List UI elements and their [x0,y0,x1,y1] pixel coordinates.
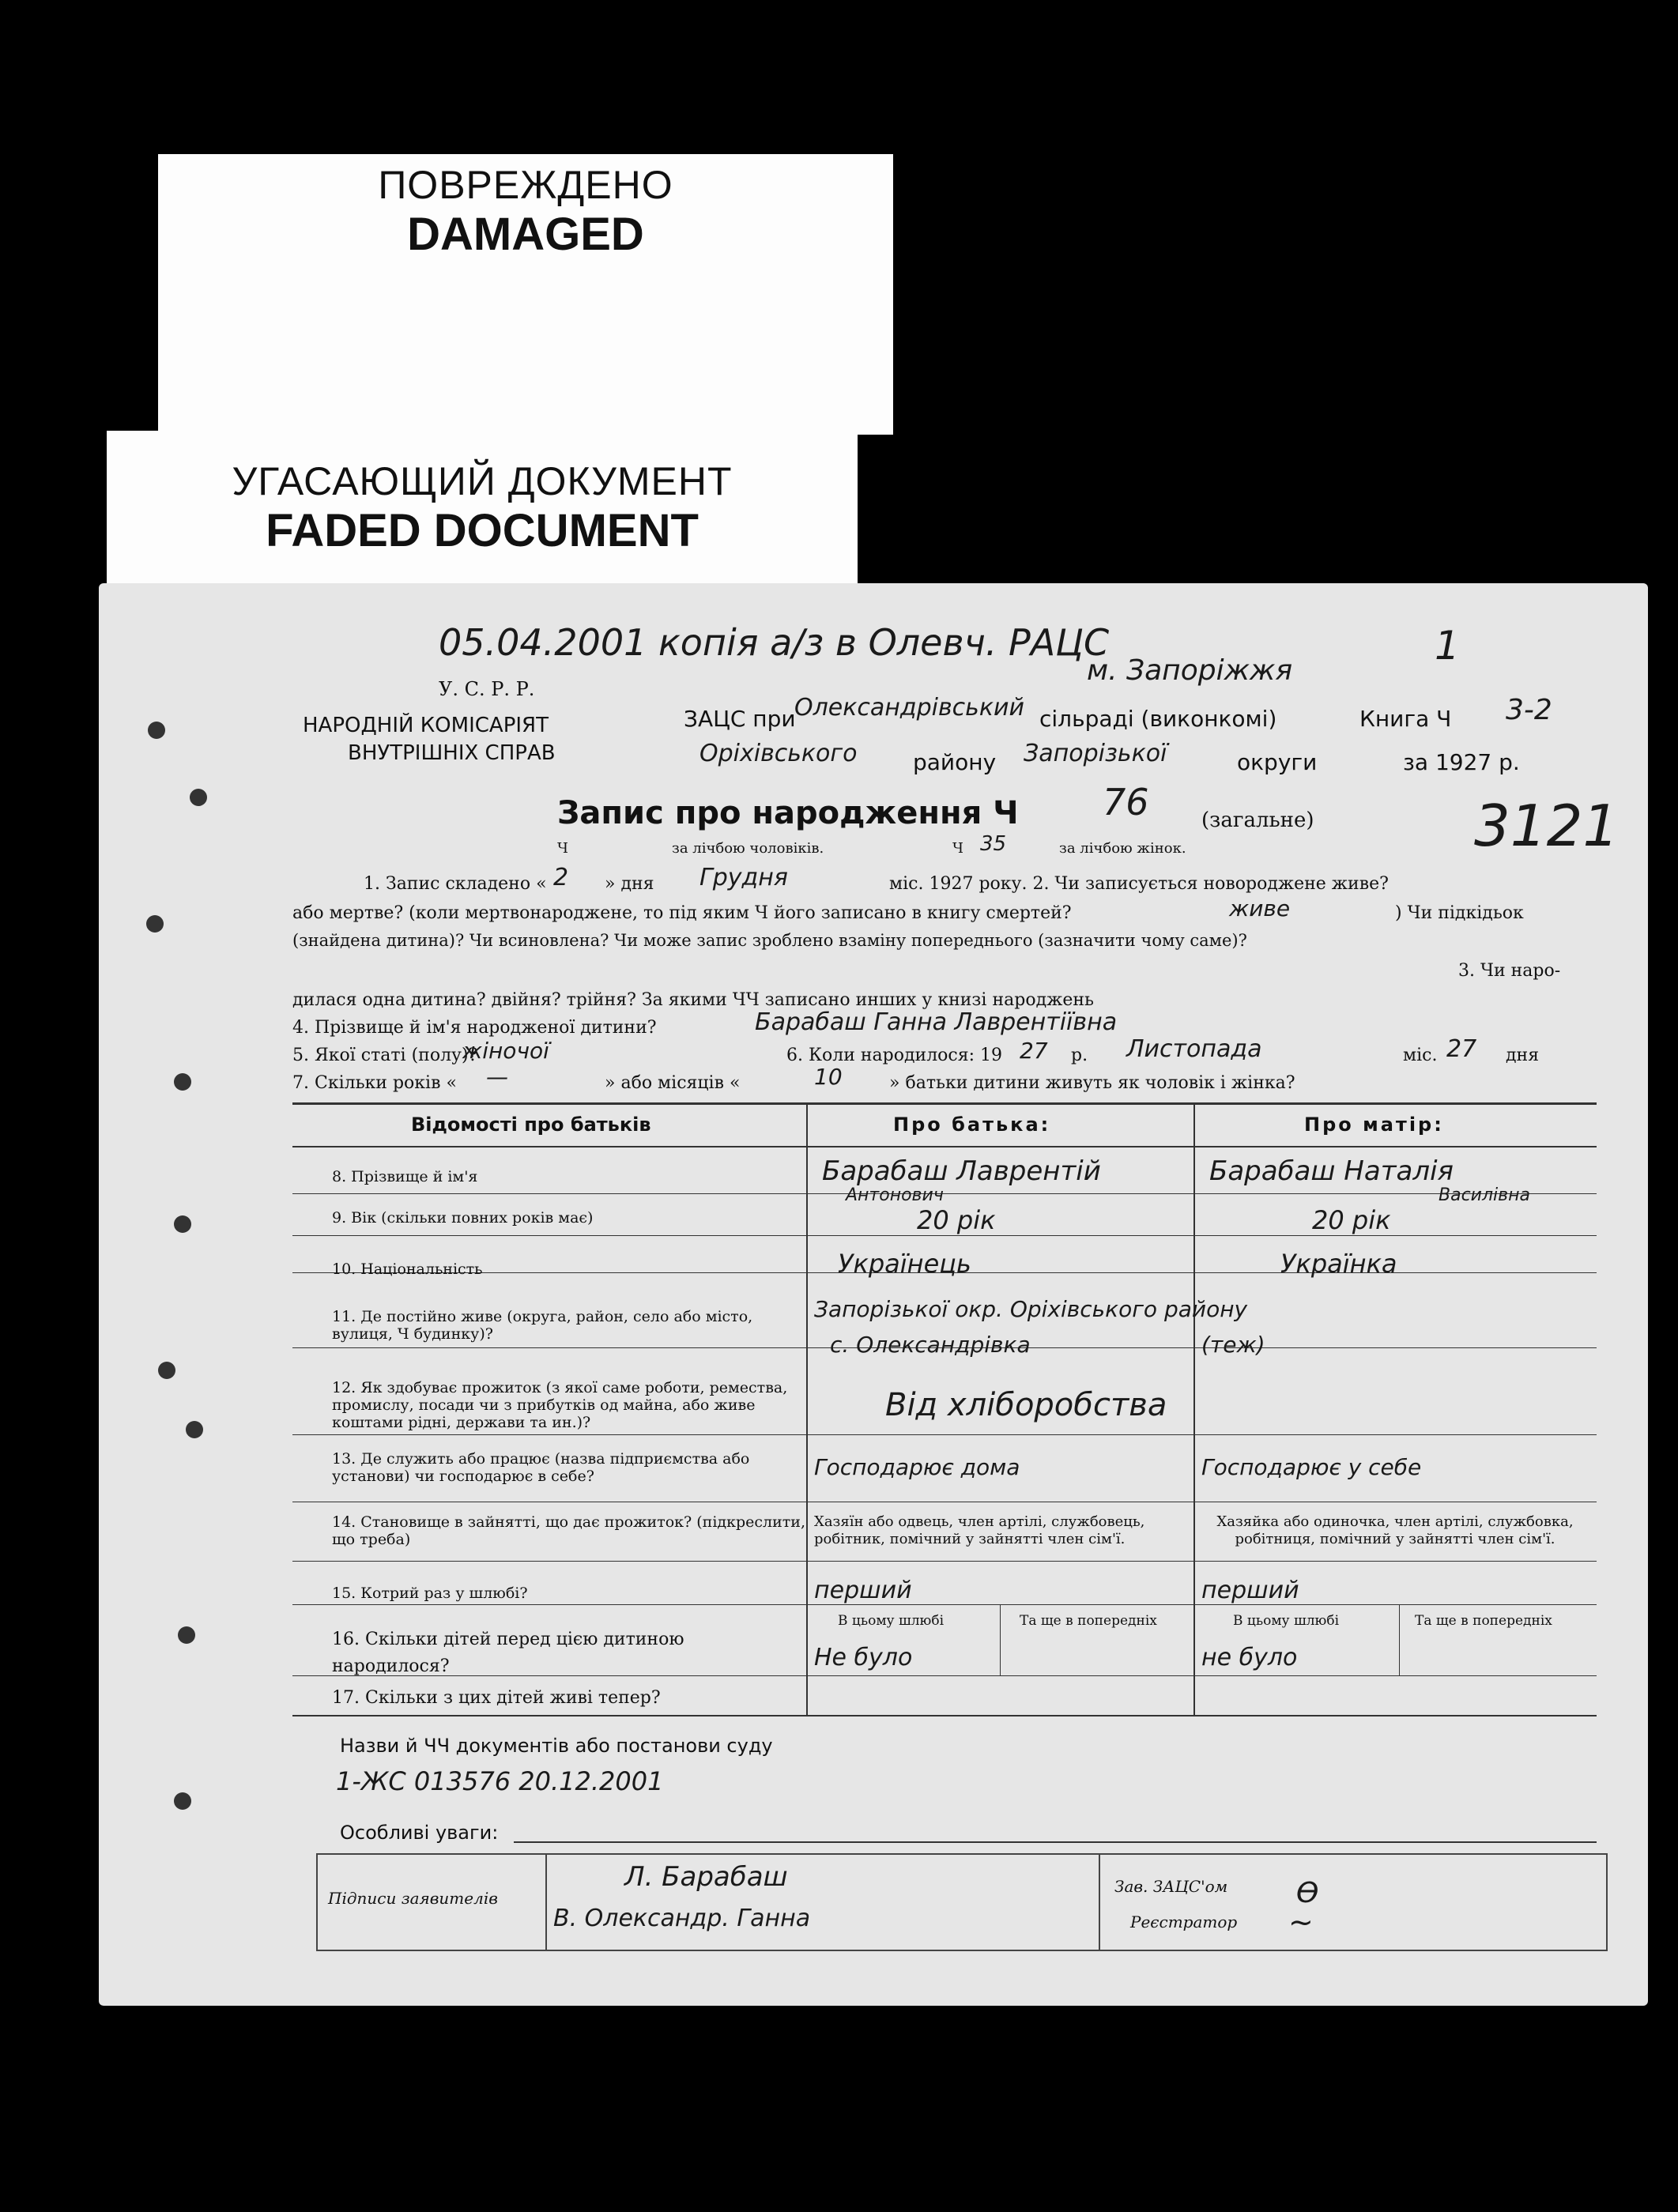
row-16-mother: не було [1201,1644,1298,1671]
row-17-question: 17. Скільки з цих дітей живі тепер? [332,1688,661,1708]
child-name: Барабаш Ганна Лаврентіївна [755,1008,1118,1036]
punch-hole [146,915,164,933]
line-1-day: 2 [553,864,569,891]
punch-hole [186,1421,203,1438]
birth-year: 27 [1020,1038,1048,1064]
female-label: за лічбою жінок. [1059,840,1186,857]
male-prefix: Ч [557,840,568,857]
row-10-question: 10. Національність [332,1261,483,1278]
row-11-father-2: с. Олександрівка [830,1332,1031,1358]
line-2a: або мертве? (коли мертвонароджене, то під яким Ч його записано в книгу смертей? [292,903,1072,923]
line-8a: 7. Скільки років « [292,1073,457,1093]
header-ussr: У. С. Р. Р. [439,678,535,700]
row-16-father-sub2: Та ще в попередніх [1020,1613,1157,1629]
punch-hole [190,789,207,806]
line-1a: 1. Запис складено « [364,874,547,894]
zags-label: ЗАЦС при [684,706,796,732]
line-4: 3. Чи наро- [1458,961,1561,981]
line-1c: міс. 1927 року. 2. Чи записується новороджене живе? [889,874,1389,894]
row-15-question: 15. Котрий раз у шлюбі? [332,1585,528,1602]
zags-value: Олександрівський [794,694,1024,722]
row-15-mother: перший [1201,1577,1299,1604]
signatures-box [316,1853,1608,1951]
special-label: Особливі уваги: [340,1822,499,1844]
book-value: 3-2 [1506,694,1552,726]
row-10-father: Українець [838,1249,971,1279]
months-together: 10 [814,1064,843,1090]
row-15-father: перший [814,1577,912,1604]
line-8c: » батьки дитини живуть як чоловік і жінка? [889,1073,1295,1093]
registrar-label: Реєстратор [1130,1912,1238,1931]
docs-value: 1-ЖС 013576 20.12.2001 [336,1766,664,1796]
line-7d: міс. [1403,1046,1438,1065]
damaged-label-en: DAMAGED [407,209,644,260]
signature-1: Л. Барабаш [624,1861,788,1893]
row-12-father: Від хліборобства [885,1387,1167,1423]
sign-label: Підписи заявителів [328,1889,498,1908]
row-14-father: Хазяїн або одвець, член артілі, службовець, робітник, помічний у зайнятті член сім'ї. [814,1513,1145,1547]
line-7b: 6. Коли народилося: 19 [786,1046,1003,1065]
damaged-label [158,154,893,435]
row-11-question: 11. Де постійно живе (округа, район, село або місто, вулиця, Ч будинку)? [332,1308,753,1343]
punch-hole [178,1626,195,1644]
table-header-mother: Про матір: [1304,1114,1444,1136]
stamp-number: 3121 [1474,793,1620,859]
table-header-info: Відомості про батьків [411,1114,651,1136]
zags-head-label: Зав. ЗАЦС'ом [1114,1877,1228,1896]
line-7a: 5. Якої статі (полу)? [292,1046,478,1065]
row-11-father: Запорізької окр. Оріхівського району [814,1296,1248,1322]
header-commissariat: НАРОДНІЙ КОМІСАРІЯТ [303,714,549,737]
birth-month: Листопада [1126,1035,1262,1063]
male-label: за лічбою чоловіків. [672,840,824,857]
row-11-mother: (теж) [1201,1332,1265,1358]
archive-note: 05.04.2001 копія а/з в Олевч. РАЦС [439,621,1110,664]
district-label: району [913,749,997,775]
head-signature: Ѳ [1296,1877,1319,1909]
row-8-father-2: Антонович [846,1185,944,1205]
district-value: Оріхівського [699,740,858,767]
okrug-value: Запорізької [1024,740,1167,767]
female-number: 35 [980,832,1007,856]
row-14-question: 14. Становище в зайнятті, що дає прожиток? (підкреслити, що треба) [332,1513,805,1548]
line-8b: » або місяців « [605,1073,741,1093]
row-13-question: 13. Де служить або працює (назва підприємства або установи) чи господарює в себе? [332,1450,750,1485]
row-16-father-sub1: В цьому шлюбі [838,1613,945,1629]
row-9-question: 9. Вік (скільки повних років має) [332,1209,594,1227]
line-5: дилася одна дитина? двійня? трійня? За якими ЧЧ записано инших у книзі народжень [292,990,1095,1010]
row-8-mother: Барабаш Наталія [1209,1155,1454,1187]
rada-label: сільраді (виконкомі) [1039,706,1277,732]
signature-2: В. Олександр. Ганна [553,1905,811,1932]
archive-note-city: м. Запоріжжя [1087,654,1293,687]
row-12-question: 12. Як здобуває прожиток (з якої саме роботи, ремества, промислу, посади чи з прибутків од майна, або живе коштами рідні, держави та ин.)? [332,1379,788,1431]
table-header-father: Про батька: [893,1114,1051,1136]
faded-label-ru: УГАСАЮЩИЙ ДОКУМЕНТ [232,459,733,503]
line-3: (знайдена дитина)? Чи всиновлена? Чи може запис зроблено взаміну попереднього (зазначити чому саме)? [292,931,1247,950]
okrug-label: округи [1237,749,1318,775]
record-number: 76 [1103,781,1149,823]
docs-label: Назви й ЧЧ документів або постанови суду [340,1735,773,1757]
years-together: — [486,1064,508,1090]
record-title: Запис про народження Ч [557,795,1019,831]
row-14-mother: Хазяйка або одиночка, член артілі, службовка, робітниця, помічний у зайнятті член сім'ї. [1216,1513,1574,1547]
faded-label-en: FADED DOCUMENT [266,505,699,556]
line-1-month: Грудня [699,864,788,891]
registrar-signature: ~ [1288,1905,1314,1939]
row-16-mother-sub2: Та ще в попередніх [1415,1613,1552,1629]
year-label: за 1927 р. [1403,749,1520,775]
row-13-mother: Господарює у себе [1201,1454,1422,1480]
record-general: (загальне) [1201,808,1314,832]
line-7c: р. [1071,1046,1088,1065]
line-2b: ) Чи підкідьок [1395,903,1524,923]
row-16-question: 16. Скільки дітей перед цією дитиною народилося? [332,1630,684,1676]
punch-hole [174,1792,191,1810]
line-7e: дня [1506,1046,1540,1065]
corner-mark: 1 [1435,623,1460,669]
line-2-value: живе [1229,895,1291,921]
row-13-father: Господарює дома [814,1454,1020,1480]
child-sex: жіночої [462,1038,549,1064]
punch-hole [148,722,165,739]
punch-hole [174,1215,191,1233]
row-10-mother: Українка [1280,1249,1397,1279]
row-16-father: Не було [814,1644,913,1671]
row-8-mother-2: Василівна [1439,1185,1530,1205]
punch-hole [158,1362,175,1379]
damaged-label-ru: ПОВРЕЖДЕНО [378,163,673,207]
row-8-father: Барабаш Лаврентій [822,1155,1101,1187]
row-9-mother: 20 рік [1312,1205,1391,1235]
birth-day: 27 [1446,1035,1477,1063]
row-8-question: 8. Прізвище й ім'я [332,1168,478,1185]
header-internal: ВНУТРІШНІХ СПРАВ [348,741,556,765]
row-9-father: 20 рік [917,1205,996,1235]
row-16-mother-sub1: В цьому шлюбі [1233,1613,1340,1629]
line-1b: » дня [605,874,654,894]
book-label: Книга Ч [1359,706,1452,732]
line-6a: 4. Прізвище й ім'я народженої дитини? [292,1018,657,1038]
faded-label [107,431,858,593]
female-prefix: Ч [952,840,963,857]
punch-hole [174,1073,191,1091]
